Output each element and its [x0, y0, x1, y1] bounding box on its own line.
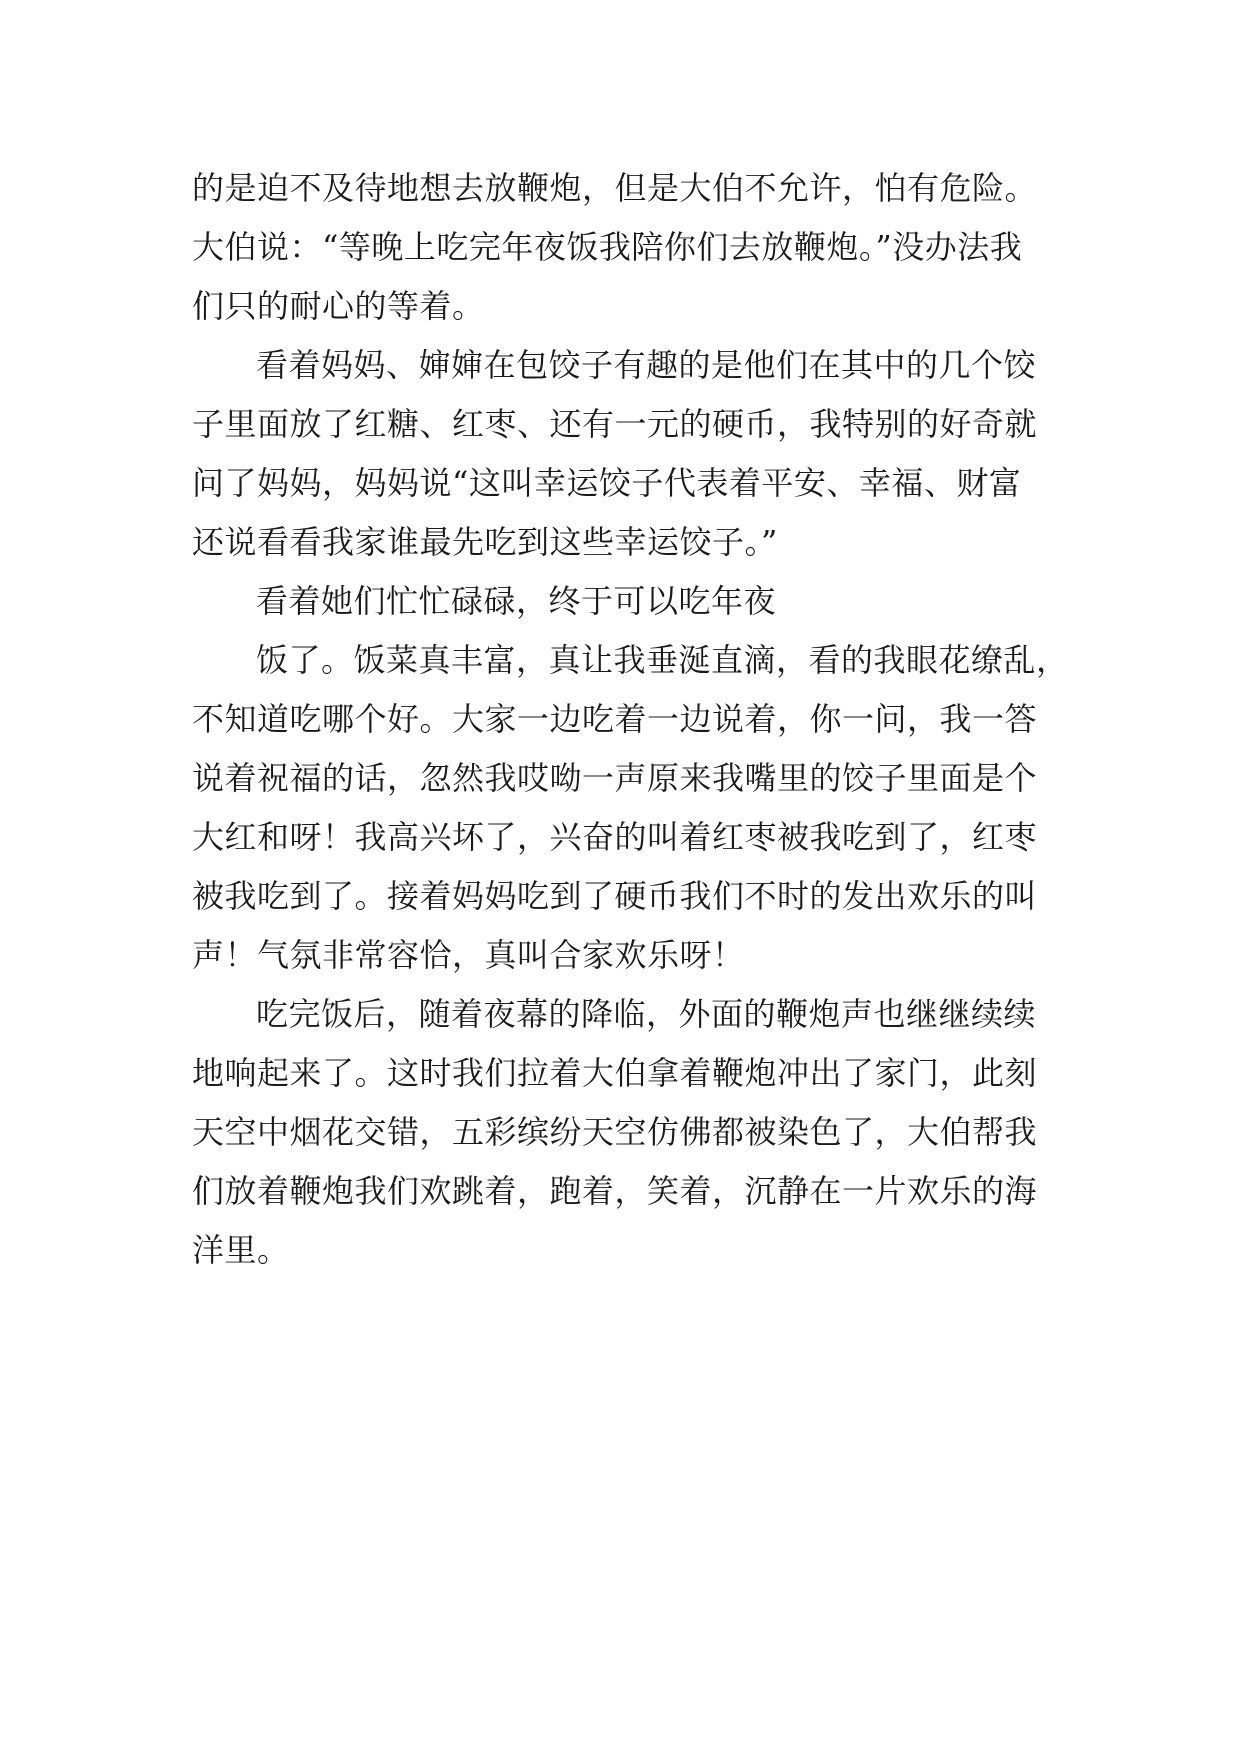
- paragraph-first-line: 饭了。饭菜真丰富，真让我垂涎直滴，看的我眼花缭乱，: [256, 641, 1069, 679]
- text-line: 们只的耐心的等着。: [192, 287, 485, 325]
- text-line: 大红和呀！我高兴坏了，兴奋的叫着红枣被我吃到了，红枣: [192, 818, 1038, 856]
- paragraph-first-line: 看着她们忙忙碌碌，终于可以吃年夜: [256, 582, 777, 620]
- text-line: 们放着鞭炮我们欢跳着，跑着，笑着，沉静在一片欢乐的海: [192, 1172, 1038, 1210]
- text-line: 天空中烟花交错，五彩缤纷天空仿佛都被染色了，大伯帮我: [192, 1113, 1038, 1151]
- text-line: 说着祝福的话，忽然我哎呦一声原来我嘴里的饺子里面是个: [192, 759, 1038, 797]
- text-line: 大伯说：“等晚上吃完年夜饭我陪你们去放鞭炮。”没办法我: [192, 228, 1023, 266]
- text-line: 的是迫不及待地想去放鞭炮，但是大伯不允许，怕有危险。: [192, 169, 1038, 207]
- text-line: 被我吃到了。接着妈妈吃到了硬币我们不时的发出欢乐的叫: [192, 877, 1038, 915]
- text-line: 子里面放了红糖、红枣、还有一元的硬币，我特别的好奇就: [192, 405, 1038, 443]
- text-line: 问了妈妈，妈妈说“这叫幸运饺子代表着平安、幸福、财富: [192, 464, 1022, 502]
- paragraph-first-line: 吃完饭后，随着夜幕的降临，外面的鞭炮声也继继续续: [256, 995, 1037, 1033]
- text-line: 洋里。: [192, 1231, 290, 1269]
- text-line: 地响起来了。这时我们拉着大伯拿着鞭炮冲出了家门，此刻: [192, 1054, 1038, 1092]
- paragraph-first-line: 看着妈妈、婶婶在包饺子有趣的是他们在其中的几个饺: [256, 346, 1037, 384]
- text-line: 不知道吃哪个好。大家一边吃着一边说着，你一问，我一答: [192, 700, 1038, 738]
- text-line: 还说看看我家谁最先吃到这些幸运饺子。”: [192, 523, 778, 561]
- text-line: 声！气氛非常容恰，真叫合家欢乐呀！: [192, 936, 745, 974]
